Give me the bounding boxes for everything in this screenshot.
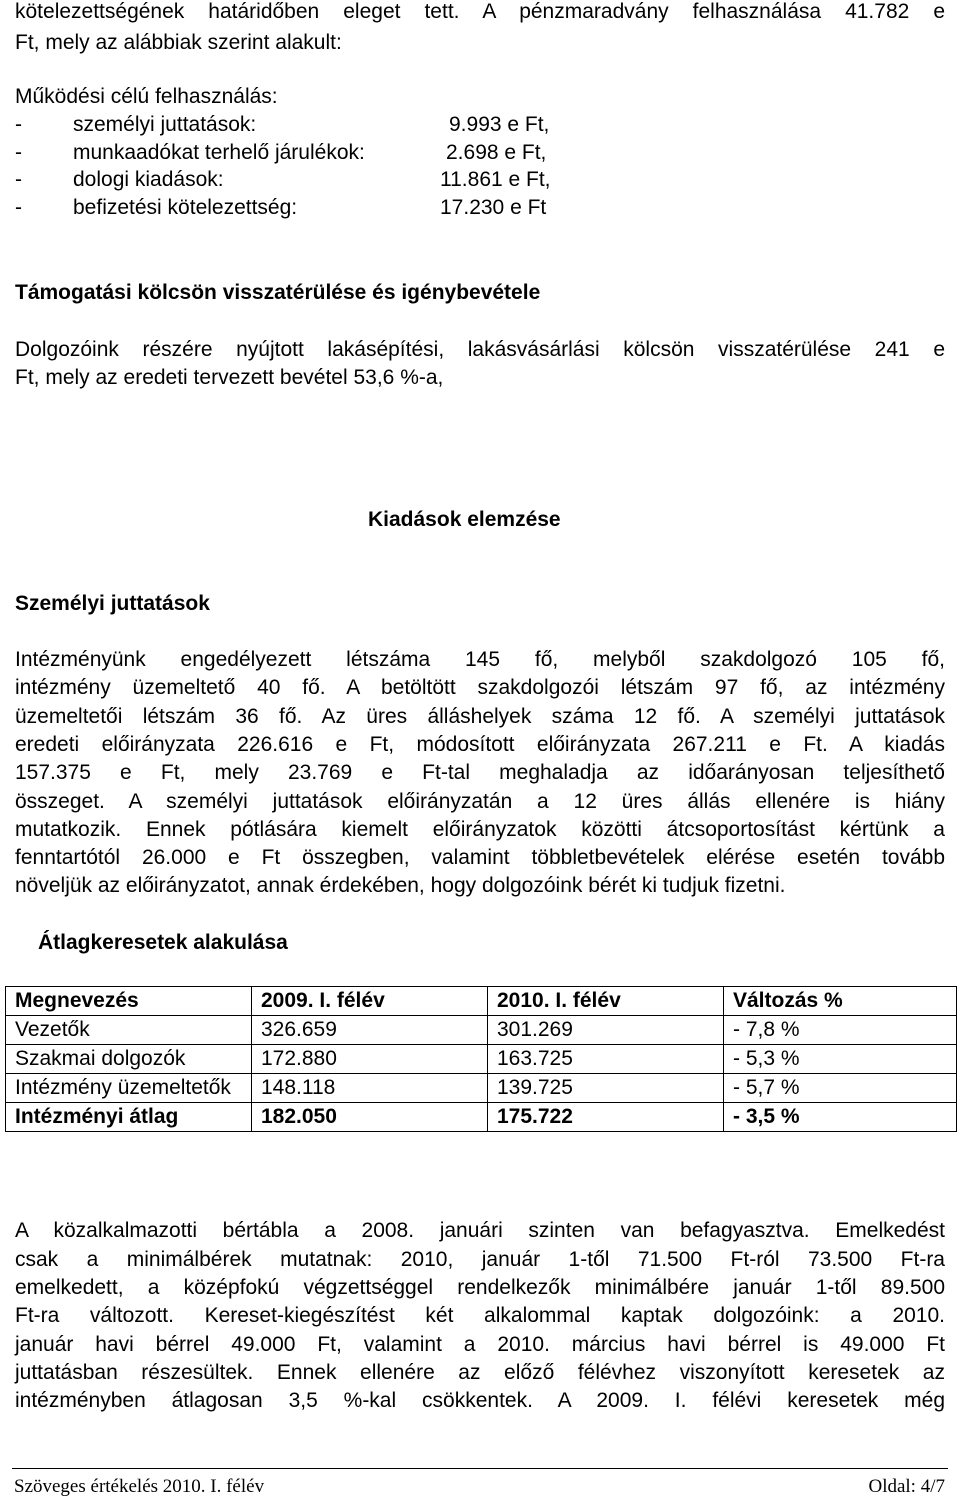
dash: - [15,141,22,164]
table-cell: 182.050 [252,1103,488,1132]
table-cell: Vezetők [6,1016,252,1045]
salary-line: Ft-ra változott. Kereset-kiegészítést két alkalommal kaptak dolgozóink: a 2010. [15,1304,945,1327]
table-cell: 175.722 [488,1103,724,1132]
expenses-line-last: növeljük az előirányzatot, annak érdekében, hogy dolgozóink bérét ki tudjuk fizetni. [15,874,786,897]
table-total-row [6,1103,957,1132]
intro-line-1: kötelezettségének határidőben eleget tett. A pénzmaradvány felhasználása 41.782 e [15,0,945,23]
operating-item [15,196,297,220]
expenses-subtitle: Személyi juttatások [15,592,210,615]
table-cell: - 5,3 % [724,1045,957,1074]
salary-line: juttatásban részesültek. Ennek ellenére az előző félévhez viszonyított keresetek az [15,1361,945,1384]
table-row [6,1016,957,1045]
table-row [6,1074,957,1103]
table-cell: 326.659 [252,1016,488,1045]
operating-item [15,168,224,192]
table-cell: Intézmény üzemeltetők [6,1074,252,1103]
avg-earnings-table [5,986,957,1132]
expenses-title: Kiadások elemzése [368,508,561,531]
dash: - [15,168,22,191]
item-label: befizetési kötelezettség: [73,196,298,219]
table-cell: 301.269 [488,1016,724,1045]
expenses-line: 157.375 e Ft, mely 23.769 e Ft-tal meghaladja az időarányosan teljesíthető [15,761,945,784]
loan-title: Támogatási kölcsön visszatérülése és igénybevétele [15,281,541,304]
dash: - [15,113,22,136]
table-cell: 172.880 [252,1045,488,1074]
footer-left: Szöveges értékelés 2010. I. félév [14,1476,265,1497]
salary-line: csak a minimálbérek mutatnak: 2010, január 1-től 71.500 Ft-ról 73.500 Ft-ra [15,1248,945,1271]
table-cell: Intézményi átlag [6,1103,252,1132]
expenses-line: eredeti előirányzata 226.616 e Ft, módosított előirányzata 267.211 e Ft. A kiadás [15,733,945,756]
expenses-line: intézmény üzemeltető 40 fő. A betöltött szakdolgozói létszám 97 fő, az intézmény [15,676,945,699]
avg-earnings-title: Átlagkeresetek alakulása [38,931,288,954]
header-cell: 2009. I. félév [252,987,488,1016]
expenses-line: mutatkozik. Ennek pótlására kiemelt előirányzatok közötti átcsoportosítást kértünk a [15,818,945,841]
table-cell: - 3,5 % [724,1103,957,1132]
intro-line-2: Ft, mely az alábbiak szerint alakult: [15,31,342,54]
item-value: 11.861 e Ft, [440,168,551,191]
table-cell: Szakmai dolgozók [6,1045,252,1074]
item-label: dologi kiadások: [73,168,224,191]
item-label: személyi juttatások: [73,113,257,136]
header-cell: Megnevezés [6,987,252,1016]
expenses-line: összeget. A személyi juttatások előirányzatán a 12 üres állás ellenére is hiány [15,790,945,813]
table-cell: 148.118 [252,1074,488,1103]
table-row [6,1045,957,1074]
item-value: 9.993 e Ft, [449,113,550,136]
table-cell: - 5,7 % [724,1074,957,1103]
item-value: 2.698 e Ft, [446,141,547,164]
expenses-line: fenntartótól 26.000 e Ft összegben, valamint többletbevételek elérése esetén tovább [15,846,945,869]
loan-line-1: Dolgozóink részére nyújtott lakásépítési, lakásvásárlási kölcsön visszatérülése 241 e [15,338,945,361]
header-cell: 2010. I. félév [488,987,724,1016]
table-cell: 163.725 [488,1045,724,1074]
table-cell: - 7,8 % [724,1016,957,1045]
item-label: munkaadókat terhelő járulékok: [73,141,365,164]
operating-heading: Működési célú felhasználás: [15,85,278,108]
salary-line: január havi bérrel 49.000 Ft, valamint a 2010. március havi bérrel is 49.000 Ft [15,1333,945,1356]
salary-line: emelkedett, a középfokú végzettséggel rendelkezők minimálbére január 1-től 89.500 [15,1276,945,1299]
item-value: 17.230 e Ft [440,196,547,219]
operating-item [15,141,365,165]
header-cell: Változás % [724,987,957,1016]
expenses-line: üzemeltetői létszám 36 fő. Az üres álláshelyek száma 12 fő. A személyi juttatások [15,705,945,728]
salary-line: A közalkalmazotti bértábla a 2008. januári szinten van befagyasztva. Emelkedést [15,1219,945,1242]
table-cell: 139.725 [488,1074,724,1103]
footer-page-number: Oldal: 4/7 [868,1476,945,1497]
footer-divider [12,1468,948,1469]
dash: - [15,196,22,219]
loan-line-2: Ft, mely az eredeti tervezett bevétel 53,6 %-a, [15,366,444,389]
operating-item [15,113,256,137]
salary-line: intézményben átlagosan 3,5 %-kal csökkentek. A 2009. I. félévi keresetek még [15,1389,945,1412]
table-header-row [6,987,957,1016]
expenses-line: Intézményünk engedélyezett létszáma 145 fő, melyből szakdolgozó 105 fő, [15,648,945,671]
